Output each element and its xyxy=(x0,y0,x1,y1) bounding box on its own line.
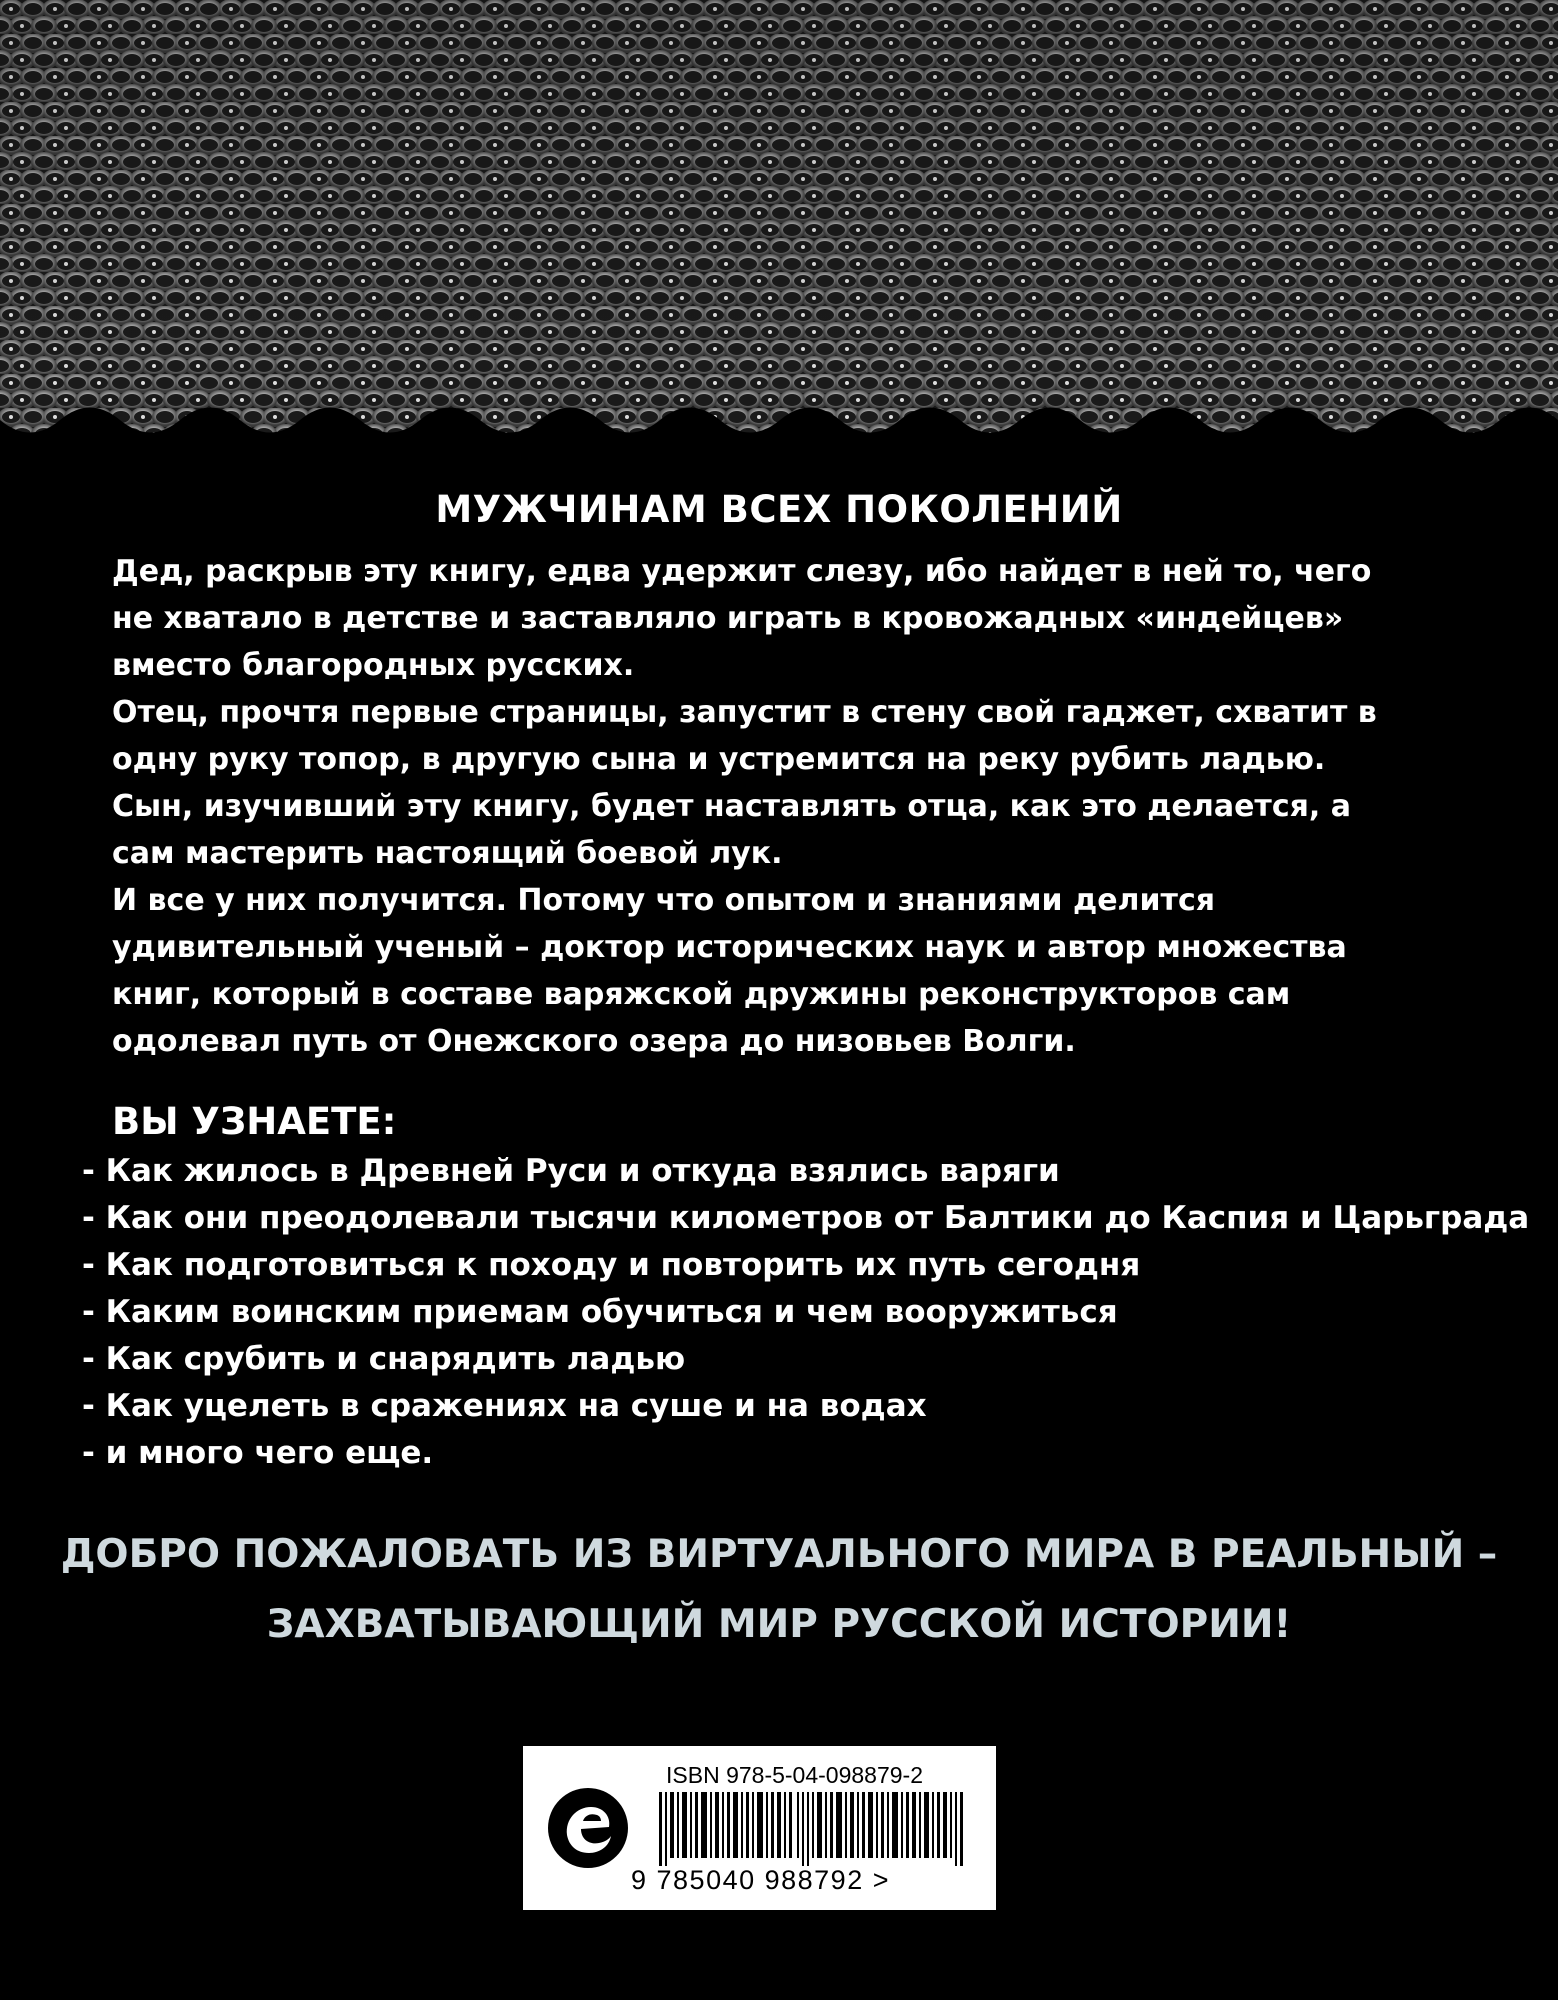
learn-heading: ВЫ УЗНАЕТЕ: xyxy=(112,1100,397,1143)
publisher-logo-icon xyxy=(543,1783,633,1873)
intro-paragraph: И все у них получится. Потому что опытом и знаниями делится удивительный ученый – доктор исторических наук и автор множества книг, который в составе варяжской дружины реконструкторов сам одолевал путь от Онежского озера до низовьев Волги. xyxy=(112,883,1347,1059)
learn-item: - Как они преодолевали тысячи километров от Балтики до Каспия и Царьграда xyxy=(82,1200,1530,1236)
intro-text xyxy=(112,548,1412,1065)
isbn-text: ISBN 978-5-04-098879-2 xyxy=(666,1762,923,1788)
learn-list xyxy=(82,1148,1529,1477)
intro-paragraph: Дед, раскрыв эту книгу, едва удержит слезу, ибо найдет в ней то, чего не хватало в детстве и заставляло играть в кровожадных «индейцев» вместо благородных русских. xyxy=(112,554,1372,683)
slogan-line: ЗАХВАТЫВАЮЩИЙ МИР РУССКОЙ ИСТОРИИ! xyxy=(266,1602,1292,1647)
learn-item: - Как жилось в Древней Руси и откуда взялись варяги xyxy=(82,1153,1060,1189)
section-heading: МУЖЧИНАМ ВСЕХ ПОКОЛЕНИЙ xyxy=(435,488,1123,531)
chainmail-image xyxy=(0,0,1558,455)
learn-item: - Как уцелеть в сражениях на суше и на водах xyxy=(82,1388,927,1424)
learn-item: - Как подготовиться к походу и повторить их путь сегодня xyxy=(82,1247,1141,1283)
learn-item: - и много чего еще. xyxy=(82,1435,434,1471)
slogan xyxy=(0,1520,1558,1660)
learn-item: - Каким воинским приемам обучиться и чем вооружиться xyxy=(82,1294,1118,1330)
barcode-box xyxy=(523,1746,996,1910)
intro-paragraph: Сын, изучивший эту книгу, будет наставлять отца, как это делается, а сам мастерить настоящий боевой лук. xyxy=(112,789,1351,871)
intro-paragraph: Отец, прочтя первые страницы, запустит в стену свой гаджет, схватит в одну руку топор, в другую сына и устремится на реку рубить ладью. xyxy=(112,695,1377,777)
barcode-bars xyxy=(659,1792,979,1866)
learn-item: - Как срубить и снарядить ладью xyxy=(82,1341,686,1377)
slogan-line: ДОБРО ПОЖАЛОВАТЬ ИЗ ВИРТУАЛЬНОГО МИРА В РЕАЛЬНЫЙ – xyxy=(60,1532,1498,1577)
barcode-digits: 9 785040 988792 > xyxy=(631,1865,890,1895)
